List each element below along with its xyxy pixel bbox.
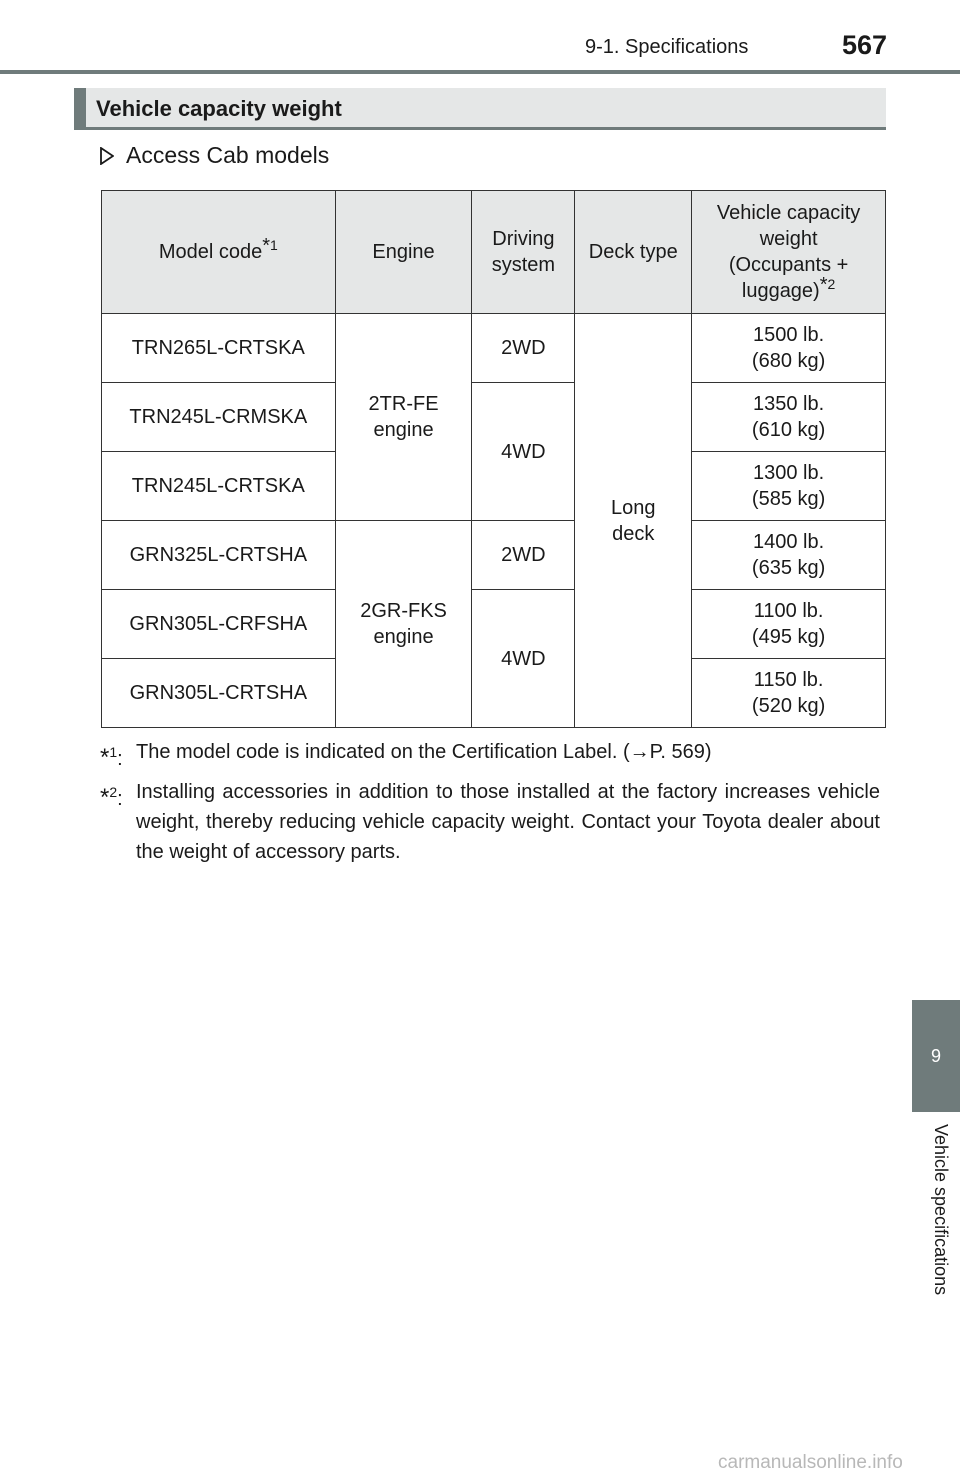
chapter-label: Vehicle specifications [931, 1124, 951, 1296]
column-header-model-code: Model code$^{*1}$ [102, 191, 336, 314]
table-row [102, 383, 886, 452]
column-header-capacity-weight: Vehicle capacity weight (Occupants + luggage)$^{*2}$ [692, 191, 886, 314]
subheading-text: Access Cab models [126, 142, 330, 168]
column-header-engine: Engine [335, 191, 472, 314]
footnote-text: The model code is indicated on the Certification Label. (→P. 569) [136, 741, 712, 763]
model-code-cell: TRN265L-CRTSKA [102, 314, 336, 383]
deck-type-cell: Long deck [575, 314, 692, 728]
engine-cell: 2GR-FKS engine [335, 521, 472, 728]
heading-accent-bar [74, 88, 86, 127]
subheading [100, 142, 329, 169]
chapter-tab [912, 1000, 960, 1112]
footnote-marker: *1 [262, 235, 278, 257]
capacity-cell: 1400 lb. (635 kg) [692, 521, 886, 590]
footnote-marker: *$^2$: [100, 784, 123, 811]
header-rule [0, 70, 960, 74]
triangle-bullet-icon [100, 147, 114, 165]
engine-cell: 2TR-FE engine [335, 314, 472, 521]
model-code-cell: GRN305L-CRTSHA [102, 659, 336, 728]
section-heading [74, 88, 886, 130]
capacity-weight-table [101, 190, 886, 728]
drive-cell: 4WD [472, 590, 575, 728]
model-code-cell: TRN245L-CRTSKA [102, 452, 336, 521]
model-code-cell: GRN325L-CRTSHA [102, 521, 336, 590]
footnote-2 [100, 777, 880, 867]
watermark: carmanualsonline.info [718, 1452, 903, 1473]
footnote-marker: *2 [819, 274, 836, 296]
table-row [102, 590, 886, 659]
section-reference: 9-1. Specifications [585, 36, 749, 58]
column-header-driving-system: Driving system [472, 191, 575, 314]
table-row [102, 314, 886, 383]
capacity-cell: 1150 lb. (520 kg) [692, 659, 886, 728]
footnote-text: Installing accessories in addition to those installed at the factory increases vehicle weight, thereby reducing vehicle capacity weight. Contact your Toyota dealer about the weight of accessory parts. [136, 781, 880, 863]
section-heading-text: Vehicle capacity weight [96, 96, 342, 121]
chapter-number: 9 [930, 1046, 941, 1066]
drive-cell: 2WD [472, 521, 575, 590]
model-code-cell: TRN245L-CRMSKA [102, 383, 336, 452]
table-header-row [102, 191, 886, 314]
capacity-cell: 1300 lb. (585 kg) [692, 452, 886, 521]
footnote-marker: *$^1$: [100, 744, 123, 771]
capacity-cell: 1350 lb. (610 kg) [692, 383, 886, 452]
model-code-cell: GRN305L-CRFSHA [102, 590, 336, 659]
drive-cell: 4WD [472, 383, 575, 521]
footnote-1 [100, 737, 880, 771]
column-header-deck-type: Deck type [575, 191, 692, 314]
table-row [102, 521, 886, 590]
drive-cell: 2WD [472, 314, 575, 383]
capacity-cell: 1500 lb. (680 kg) [692, 314, 886, 383]
capacity-cell: 1100 lb. (495 kg) [692, 590, 886, 659]
page-number: 567 [842, 30, 888, 60]
